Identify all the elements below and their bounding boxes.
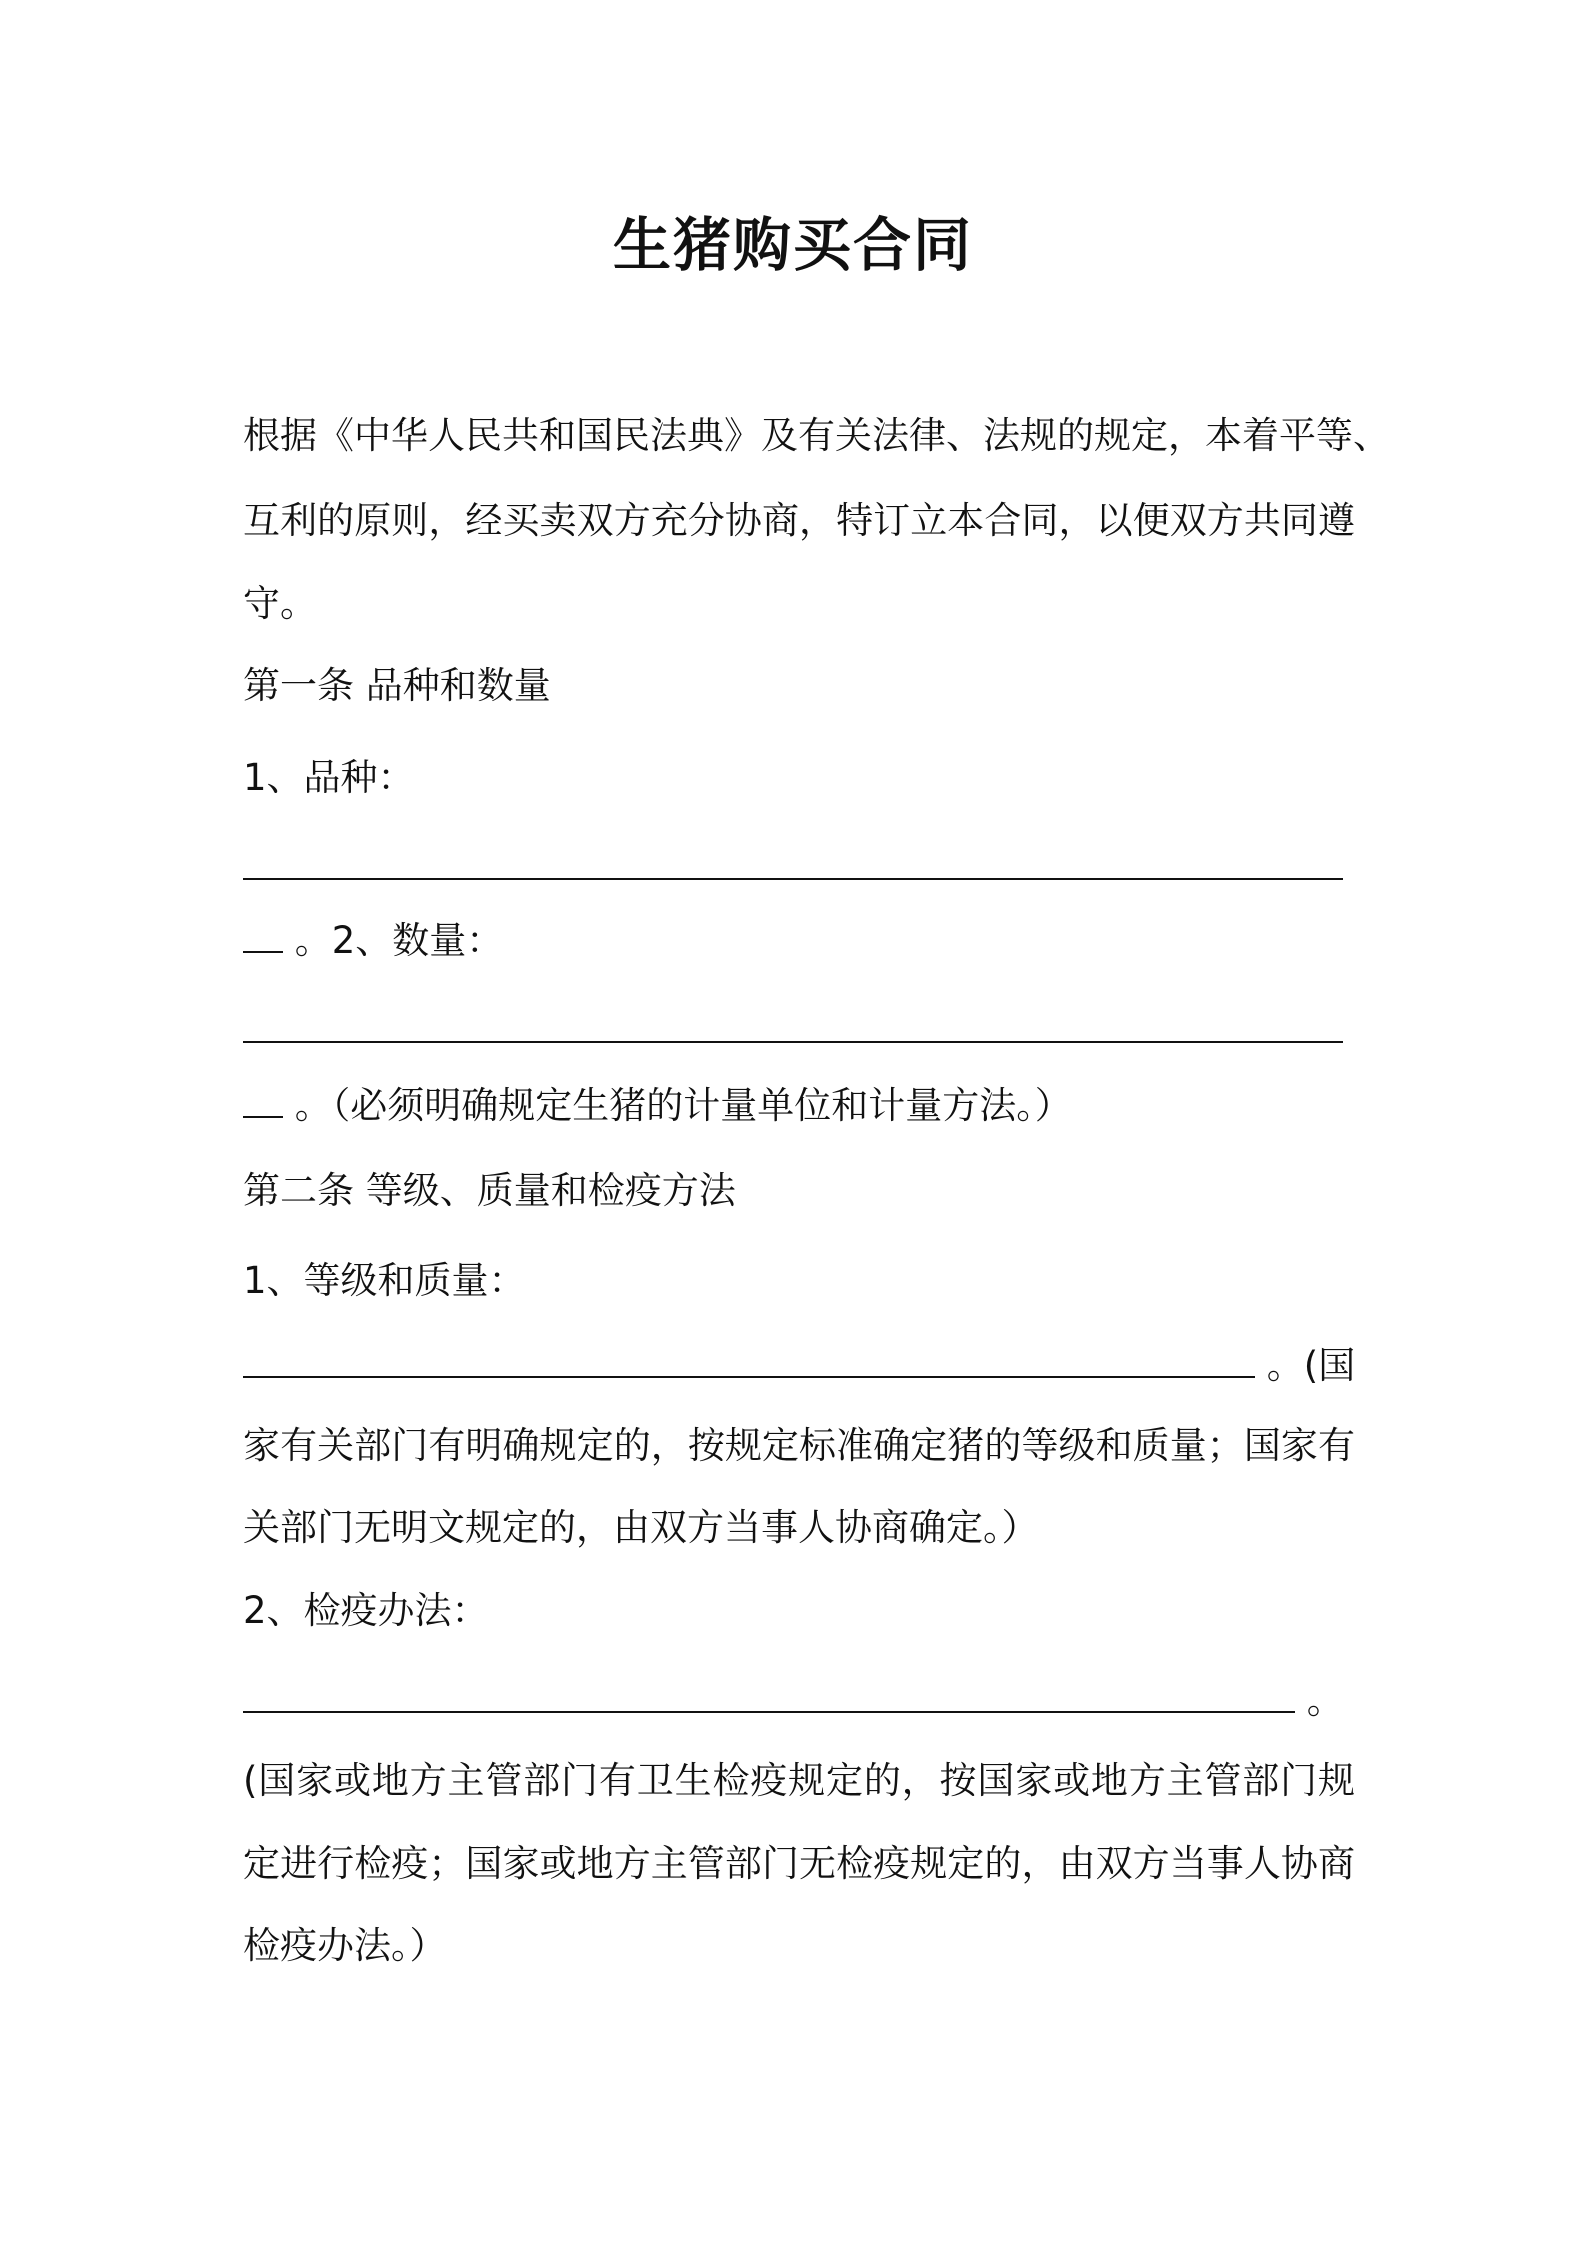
fill-blank-line [243, 842, 1363, 894]
article-heading: 第二条 等级、质量和检疫方法 [243, 1169, 736, 1212]
clause-text: 。（必须明确规定生猪的计量单位和计量方法。） [294, 1084, 1072, 1127]
paragraph-line: 根据《中华人民共和国民法典》及有关法律、法规的规定，本着平等、 [243, 414, 1390, 457]
clause-text: 。2、数量： [294, 919, 504, 962]
fill-blank[interactable] [243, 1340, 1255, 1378]
clause-label: 1、品种： [243, 756, 415, 799]
fill-blank[interactable] [243, 1080, 283, 1118]
fill-blank[interactable] [243, 915, 283, 953]
clause-line [243, 915, 1363, 967]
clause-text: 。(国 [1266, 1344, 1356, 1387]
clause-label: 2、检疫办法： [243, 1589, 489, 1632]
paragraph-line: (国家或地方主管部门有卫生检疫规定的，按国家或地方主管部门规 [243, 1759, 1355, 1802]
fill-blank-line [243, 1005, 1363, 1057]
paragraph-line: 守。 [243, 582, 317, 625]
fill-blank-line [243, 1340, 1363, 1392]
paragraph-line: 家有关部门有明确规定的，按规定标准确定猪的等级和质量；国家有 [243, 1424, 1355, 1467]
fill-blank[interactable] [243, 1005, 1343, 1043]
paragraph-line: 定进行检疫；国家或地方主管部门无检疫规定的，由双方当事人协商 [243, 1842, 1355, 1885]
clause-text: 。 [1306, 1679, 1344, 1722]
paragraph-line: 互利的原则，经买卖双方充分协商，特订立本合同，以便双方共同遵 [243, 499, 1355, 542]
clause-line [243, 1080, 1363, 1132]
clause-label: 1、等级和质量： [243, 1259, 526, 1302]
paragraph-line: 关部门无明文规定的，由双方当事人协商确定。） [243, 1506, 1039, 1549]
fill-blank-line [243, 1675, 1363, 1727]
fill-blank[interactable] [243, 1675, 1295, 1713]
document-title: 生猪购买合同 [612, 211, 973, 279]
article-heading: 第一条 品种和数量 [243, 664, 551, 707]
paragraph-line: 检疫办法。） [243, 1924, 447, 1967]
fill-blank[interactable] [243, 842, 1343, 880]
